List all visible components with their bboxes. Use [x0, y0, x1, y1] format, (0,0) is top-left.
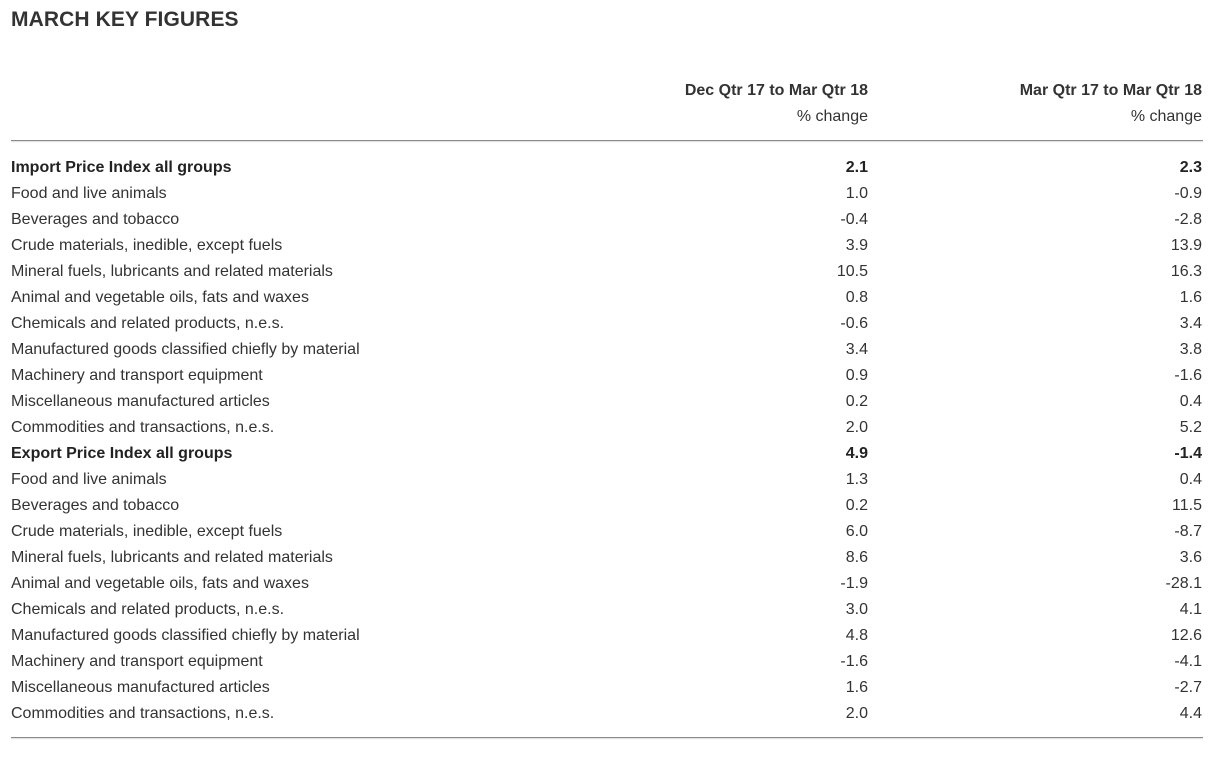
table-row [11, 207, 1203, 233]
table-row [11, 389, 1203, 415]
key-figures-table [11, 155, 1203, 727]
annual-change-value: -4.1 [1174, 653, 1202, 670]
page-title: MARCH KEY FIGURES [11, 8, 239, 31]
table-row [11, 415, 1203, 441]
quarterly-change-value: 0.8 [845, 289, 868, 306]
row-label: Beverages and tobacco [11, 211, 180, 228]
quarterly-change-value: 4.8 [845, 627, 868, 644]
row-label: Manufactured goods classified chiefly by material [11, 341, 360, 358]
column-header-annual [900, 78, 1202, 130]
annual-change-value: -1.6 [1174, 367, 1202, 384]
annual-change-value: -2.8 [1174, 211, 1202, 228]
annual-change-value: 1.6 [1179, 289, 1202, 306]
quarterly-change-value: 1.6 [845, 679, 868, 696]
row-label: Machinery and transport equipment [11, 653, 263, 670]
table-row [11, 259, 1203, 285]
row-label: Mineral fuels, lubricants and related materials [11, 549, 333, 566]
table-row [11, 311, 1203, 337]
column-heading: Mar Qtr 17 to Mar Qtr 18 [1019, 82, 1202, 99]
annual-change-value: 16.3 [1170, 263, 1202, 280]
quarterly-change-value: 6.0 [845, 523, 868, 540]
table-row [11, 363, 1203, 389]
quarterly-change-value: 1.3 [845, 471, 868, 488]
row-label: Animal and vegetable oils, fats and waxes [11, 289, 309, 306]
quarterly-change-value: -0.6 [840, 315, 868, 332]
row-label: Food and live animals [11, 471, 167, 488]
row-label: Beverages and tobacco [11, 497, 180, 514]
annual-change-value: 0.4 [1179, 393, 1202, 410]
quarterly-change-value: 1.0 [845, 185, 868, 202]
table-row [11, 181, 1203, 207]
quarterly-change-value: 0.2 [845, 393, 868, 410]
annual-change-value: 12.6 [1170, 627, 1202, 644]
quarterly-change-value: 2.0 [845, 705, 868, 722]
annual-change-value: 3.8 [1179, 341, 1202, 358]
table-bottom-divider [11, 737, 1203, 738]
row-label: Commodities and transactions, n.e.s. [11, 419, 275, 436]
quarterly-change-value: -1.6 [840, 653, 868, 670]
row-label: Miscellaneous manufactured articles [11, 679, 270, 696]
row-label: Crude materials, inedible, except fuels [11, 523, 283, 540]
table-row-total [11, 441, 1203, 467]
quarterly-change-value: 2.0 [845, 419, 868, 436]
annual-change-value: -2.7 [1174, 679, 1202, 696]
annual-change-value: -8.7 [1174, 523, 1202, 540]
quarterly-change-value: 4.9 [845, 445, 868, 462]
table-row [11, 675, 1203, 701]
annual-change-value: 4.4 [1179, 705, 1202, 722]
row-label: Machinery and transport equipment [11, 367, 263, 384]
table-row [11, 623, 1203, 649]
annual-change-value: 11.5 [1172, 497, 1202, 514]
table-row [11, 233, 1203, 259]
row-label: Chemicals and related products, n.e.s. [11, 601, 285, 618]
table-row [11, 649, 1203, 675]
quarterly-change-value: -1.9 [840, 575, 868, 592]
quarterly-change-value: 10.5 [836, 263, 868, 280]
row-label: Manufactured goods classified chiefly by material [11, 627, 360, 644]
row-label: Commodities and transactions, n.e.s. [11, 705, 275, 722]
table-row [11, 337, 1203, 363]
annual-change-value: 0.4 [1179, 471, 1202, 488]
annual-change-value: 2.3 [1179, 159, 1202, 176]
row-label: Food and live animals [11, 185, 167, 202]
table-row-total [11, 155, 1203, 181]
column-unit: % change [1130, 108, 1202, 125]
column-unit: % change [796, 108, 868, 125]
quarterly-change-value: 8.6 [845, 549, 868, 566]
table-row [11, 493, 1203, 519]
quarterly-change-value: 0.9 [845, 367, 868, 384]
column-header-quarterly [560, 78, 868, 130]
table-row [11, 571, 1203, 597]
table-row [11, 467, 1203, 493]
annual-change-value: 3.6 [1179, 549, 1202, 566]
table-row [11, 519, 1203, 545]
quarterly-change-value: 3.9 [845, 237, 868, 254]
quarterly-change-value: 3.4 [845, 341, 868, 358]
row-label: Animal and vegetable oils, fats and waxes [11, 575, 309, 592]
table-row [11, 285, 1203, 311]
annual-change-value: -0.9 [1174, 185, 1202, 202]
table-row [11, 597, 1203, 623]
table-row [11, 701, 1203, 727]
annual-change-value: 5.2 [1179, 419, 1202, 436]
quarterly-change-value: -0.4 [840, 211, 868, 228]
row-label: Import Price Index all groups [11, 159, 232, 176]
annual-change-value: -1.4 [1174, 445, 1202, 462]
column-heading: Dec Qtr 17 to Mar Qtr 18 [684, 82, 868, 99]
row-label: Export Price Index all groups [11, 445, 233, 462]
quarterly-change-value: 2.1 [845, 159, 868, 176]
annual-change-value: -28.1 [1165, 575, 1202, 592]
row-label: Chemicals and related products, n.e.s. [11, 315, 285, 332]
header-divider [11, 140, 1203, 141]
annual-change-value: 3.4 [1179, 315, 1202, 332]
row-label: Miscellaneous manufactured articles [11, 393, 270, 410]
quarterly-change-value: 0.2 [845, 497, 868, 514]
annual-change-value: 13.9 [1170, 237, 1202, 254]
annual-change-value: 4.1 [1179, 601, 1202, 618]
quarterly-change-value: 3.0 [845, 601, 868, 618]
row-label: Crude materials, inedible, except fuels [11, 237, 283, 254]
row-label: Mineral fuels, lubricants and related materials [11, 263, 333, 280]
table-row [11, 545, 1203, 571]
